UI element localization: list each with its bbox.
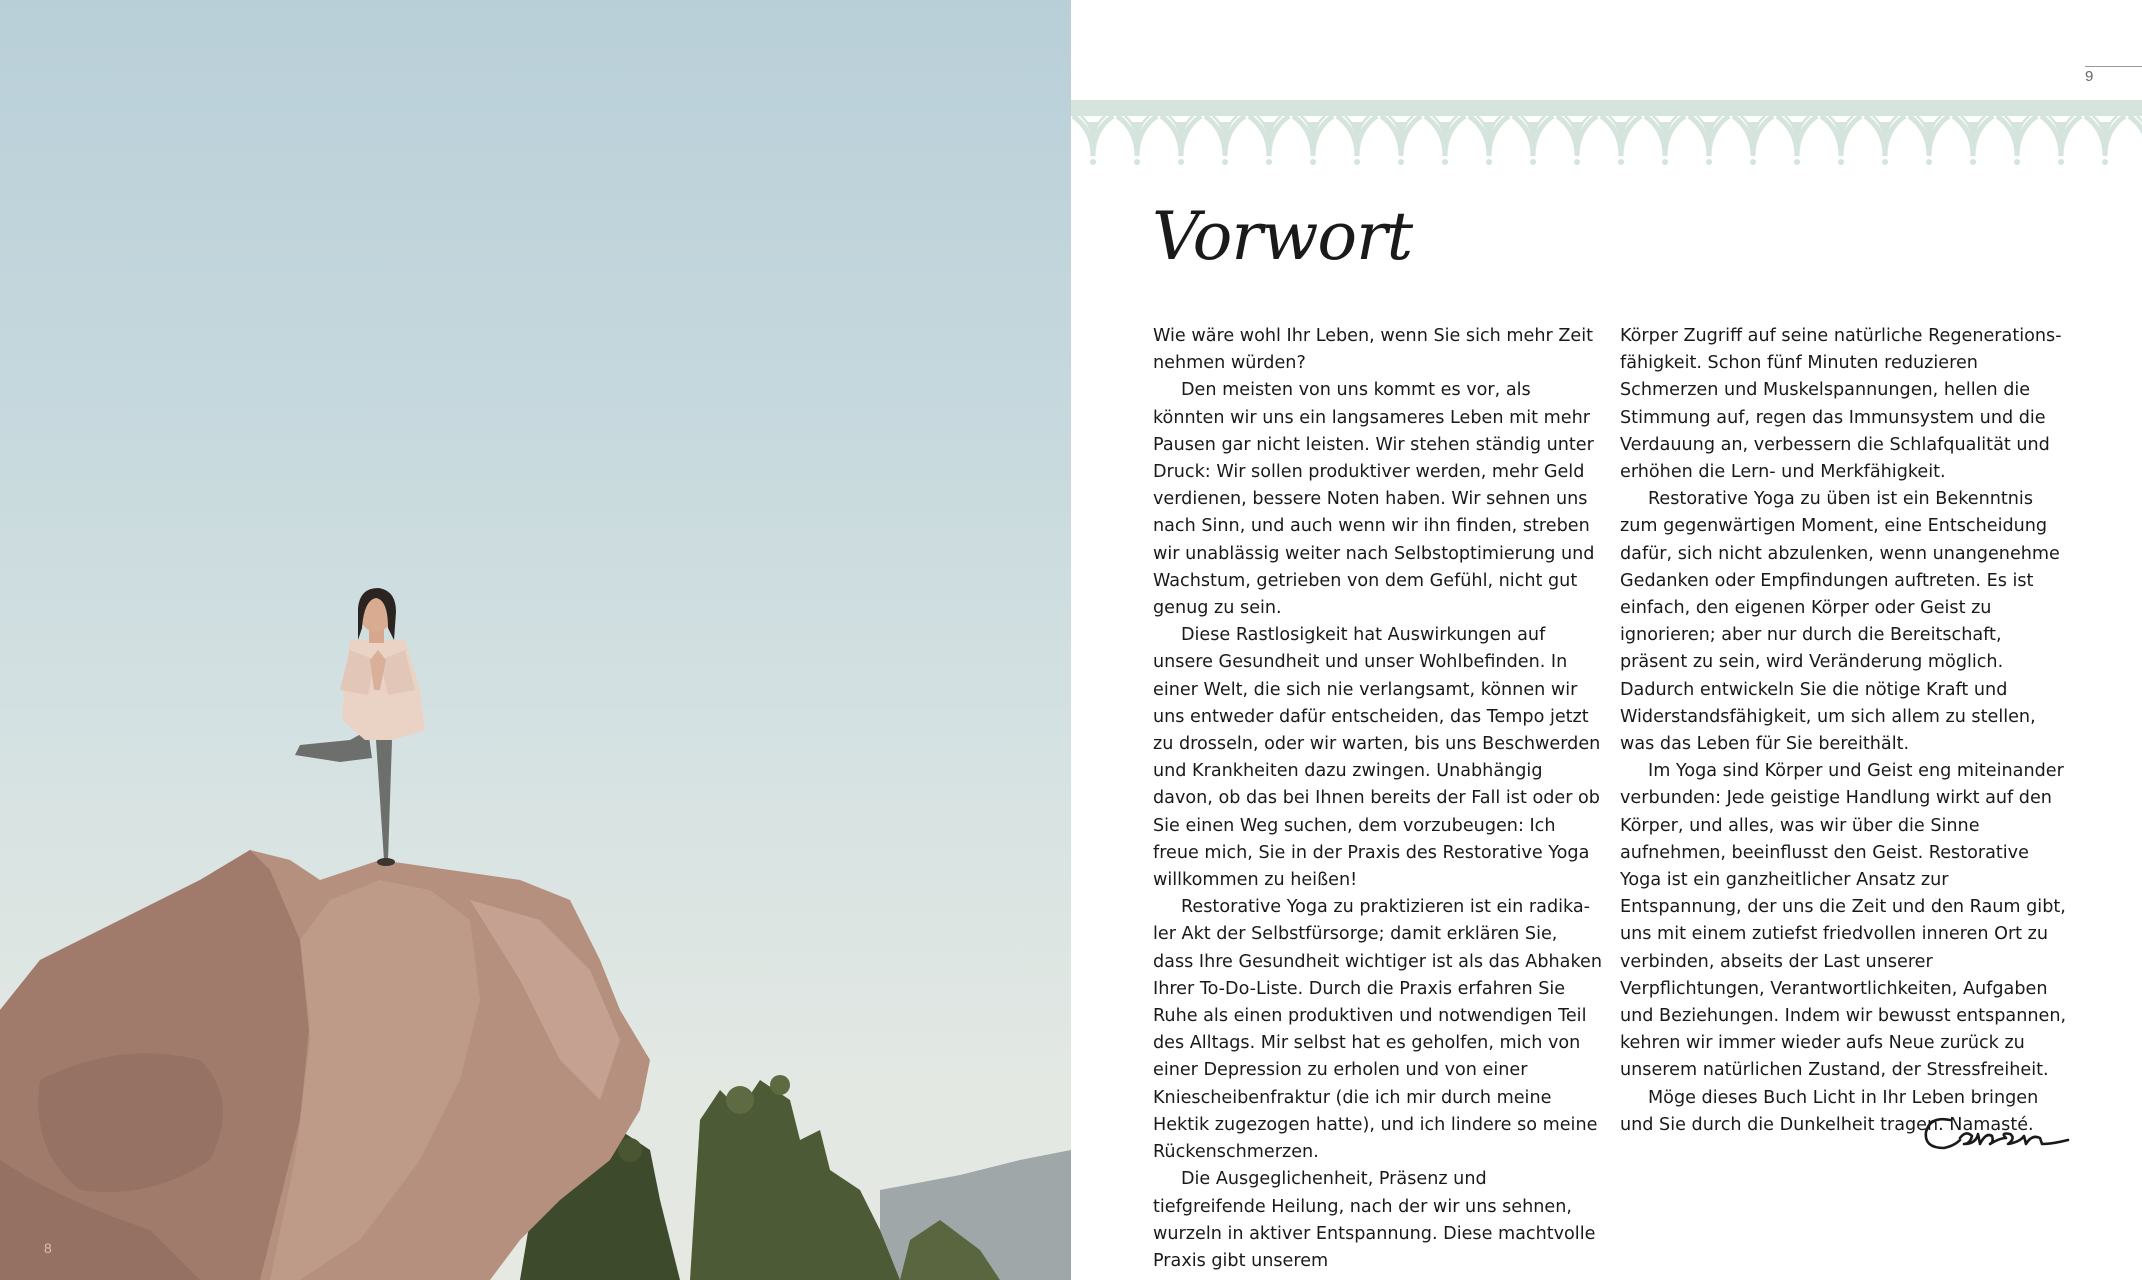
text-column-left: [1153, 323, 1603, 1275]
paragraph: Den meisten von uns kommt es vor, als könnten wir uns ein langsameres Leben mit mehr Pausen gar nicht leisten. Wir stehen ständig unter Druck: Wir sollen produktiver werden, mehr Geld verdienen, bessere Noten haben. Wir sehnen uns nach Sinn, und auch wenn wir ihn finden, streben wir unablässig weiter nach Selbstoptimierung und Wachstum, getrieben von dem Gefühl, nicht gut genug zu sein.: [1153, 380, 1595, 619]
paragraph: Die Ausgeglichenheit, Präsenz und tiefgreifende Heilung, nach der wir uns sehnen, wurzeln in aktiver Entspannung. Diese machtvolle Praxis gibt unserem: [1153, 1169, 1596, 1271]
ornament-border: [1071, 100, 2142, 180]
page-number-rule: [2085, 66, 2142, 67]
paragraph: Restorative Yoga zu üben ist ein Bekenntnis zum gegenwärtigen Moment, eine Entscheidung dafür, sich nicht abzulenken, wenn unangenehme Gedanken oder Empfindungen auftreten. Es ist einfach, den eigenen Körper oder Geist zu ignorieren; aber nur durch die Bereitschaft, präsent zu sein, wird Veränderung möglich. Dadurch entwickeln Sie die nötige Kraft und Widerstandsfähigkeit, um sich allem zu stellen, was das Leben für Sie bereithält.: [1620, 489, 2060, 755]
chapter-title: Vorwort: [1152, 198, 1413, 275]
signature-caren: [1920, 1108, 2070, 1158]
paragraph: Möge dieses Buch Licht in Ihr Leben bringen und Sie durch die Dunkelheit tragen. Namasté.: [1620, 1087, 2039, 1135]
paragraph: Körper Zugriff auf seine natürliche Regenerationsfähigkeit. Schon fünf Minuten reduzieren Schmerzen und Muskelspannungen, hellen die Stimmung auf, regen das Immunsystem und die Verdauung an, verbessern die Schlafqualität und erhöhen die Lern- und Merkfähigkeit.: [1620, 326, 2062, 483]
paragraph: Wie wäre wohl Ihr Leben, wenn Sie sich mehr Zeit nehmen würden?: [1153, 326, 1593, 374]
page-number-left: 8: [44, 1240, 52, 1256]
paragraph: Im Yoga sind Körper und Geist eng miteinander verbunden: Jede geistige Handlung wirkt auf den Körper, und alles, was wir über die Sinne aufnehmen, beeinflusst den Geist. Restorative Yoga ist ein ganzheitlicher Ansatz zur Entspannung, der uns die Zeit und den Raum gibt, uns mit einem zutiefst friedvollen inneren Ort zu verbinden, abseits der Last unserer Verpflichtungen, Verantwortlichkeiten, Aufgaben und Beziehungen. Indem wir bewusst entspannen, kehren wir immer wieder aufs Neue zurück zu unserem natürlichen Zustand, der Stressfreiheit.: [1620, 761, 2067, 1081]
yoga-woman: [295, 588, 425, 866]
paragraph: Diese Rastlosigkeit hat Auswirkungen auf unsere Gesundheit und unser Wohlbefinden. In einer Welt, die sich nie verlangsamt, können wir uns entweder dafür entscheiden, das Tempo jetzt zu drosseln, oder wir warten, bis uns Beschwerden und Krankheiten dazu zwingen. Unabhängig davon, ob das bei Ihnen bereits der Fall ist oder ob Sie einen Weg suchen, dem vorzubeugen: Ich freue mich, Sie in der Praxis des Restorative Yoga willkommen zu heißen!: [1153, 625, 1601, 891]
paragraph: Restorative Yoga zu praktizieren ist ein radikaler Akt der Selbstfürsorge; damit erklären Sie, dass Ihre Gesundheit wichtiger ist als das Abhaken Ihrer To-Do-Liste. Durch die Praxis erfahren Sie Ruhe als einen produktiven und notwendigen Teil des Alltags. Mir selbst hat es geholfen, mich von einer Depression zu erholen und von einer Kniescheibenfraktur (die ich mir durch meine Hektik zugezogen hatte), und ich lindere so meine Rückenschmerzen.: [1153, 897, 1602, 1163]
page-number-right: 9: [2085, 68, 2094, 85]
text-column-right: [1620, 323, 2070, 1139]
